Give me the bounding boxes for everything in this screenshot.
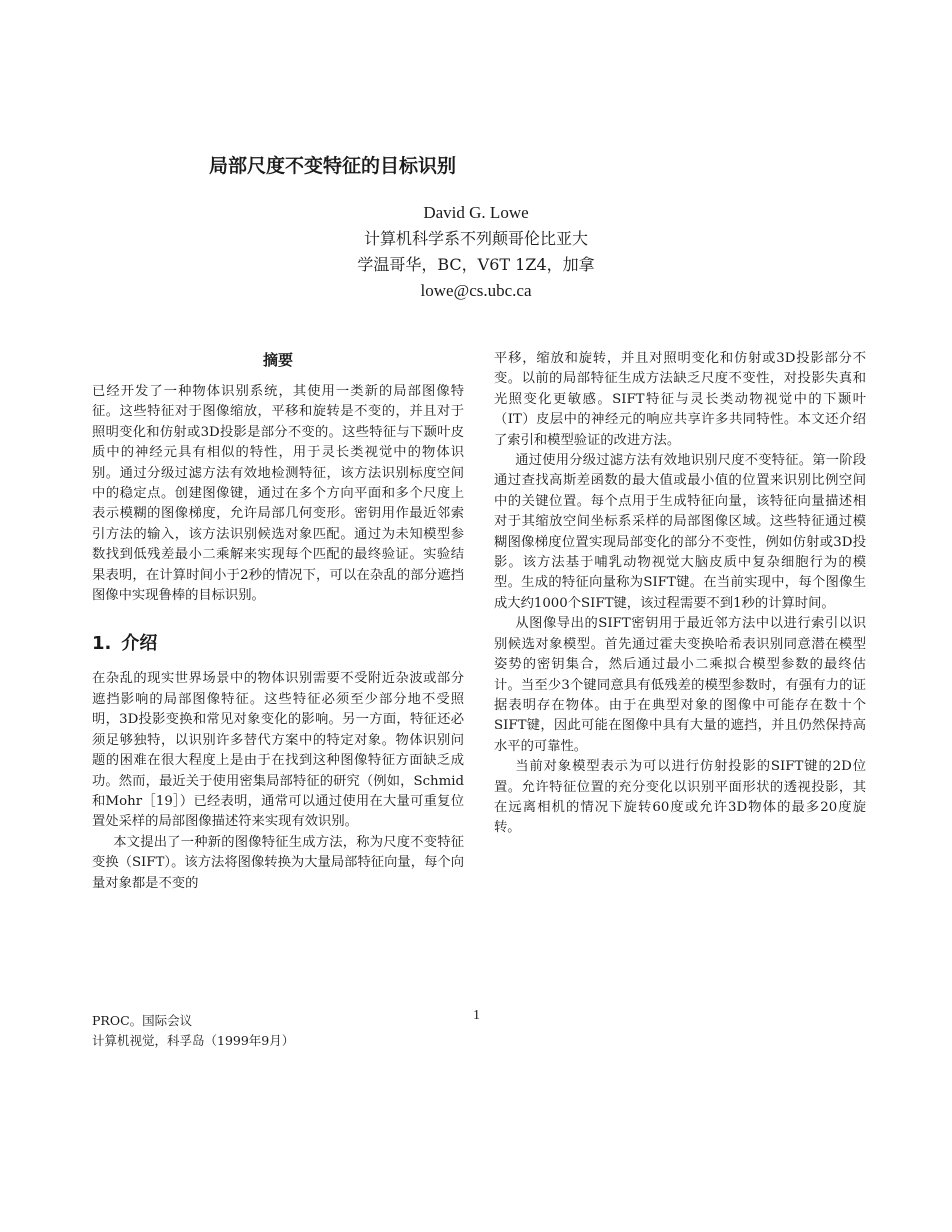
abstract-text: 已经开发了一种物体识别系统，其使用一类新的局部图像特征。这些特征对于图像缩放，平移和旋转是不变的，并且对于照明变化和仿射或3D投影是部分不变的。这些特征与下颞叶皮质中的神经元具有相似的特性，用于灵长类视觉中的物体识别。通过分级过滤方法有效地检测特征，该方法识别标度空间中的稳定点。创建图像键，通过在多个方向平面和多个尺度上表示模糊的图像梯度，允许局部几何变形。密钥用作最近邻索引方法的输入，该方法识别候选对象匹配。通过为未知模型参数找到低残差最小二乘解来实现每个匹配的最终验证。实验结果表明，在计算时间小于2秒的情况下，可以在杂乱的部分遮挡图像中实现鲁棒的目标识别。 [92, 384, 464, 604]
abstract-heading: 摘要 [262, 351, 293, 369]
intro-paragraph-1: 在杂乱的现实世界场景中的物体识别需要不受附近杂波或部分遮挡影响的局部图像特征。这些特征必须至少部分地不受照明，3D投影变换和常见对象变化的影响。另一方面，特征还必须足够独特，以识别许多替代方案中的特定对象。物体识别问题的困难在很大程度上是由于在找到这种图像特征方面缺乏成功。然而，最近关于使用密集局部特征的研究（例如，Schmid和Mohr［19］）已经表明，通常可以通过使用在大量可重复位置处采样的局部图像描述符来实现有效识别。 [92, 671, 464, 830]
author-block [0, 200, 952, 304]
footer-line-2: 计算机视觉，科孚岛（1999年9月） [92, 1033, 295, 1048]
right-paragraph-1: 平移，缩放和旋转，并且对照明变化和仿射或3D投影部分不变。以前的局部特征生成方法缺乏尺度不变性，对投影失真和光照变化更敏感。SIFT特征与灵长类动物视觉中的下颞叶（IT）皮层中的神经元的响应共享许多共同特性。本文还介绍了索引和模型验证的改进方法。 [494, 351, 866, 448]
page-number: 1 [473, 1008, 480, 1023]
left-column [92, 350, 464, 894]
intro-section-title: 介绍 [121, 633, 158, 655]
intro-paragraph-2: 本文提出了一种新的图像特征生成方法，称为尺度不变特征变换（SIFT）。该方法将图像转换为大量局部特征向量，每个向量对象都是不变的 [92, 834, 464, 891]
footer-line-1: PROC。国际会议 [92, 1013, 193, 1028]
affiliation-line-1: 计算机科学系不列颠哥伦比亚大 [363, 229, 588, 248]
footer-citation [92, 1011, 294, 1051]
intro-heading [92, 632, 464, 656]
right-paragraph-3: 从图像导出的SIFT密钥用于最近邻方法中以进行索引以识别候选对象模型。首先通过霍夫变换哈希表识别同意潜在模型姿势的密钥集合，然后通过最小二乘拟合模型参数的最终估计。当至少3个键同意具有低残差的模型参数时，有强有力的证据表明存在物体。由于在典型对象的图像中可能存在数十个SIFT键，因此可能在图像中具有大量的遮挡，并且仍然保持高水平的可靠性。 [494, 616, 866, 754]
intro-section-number: 1. [92, 633, 112, 655]
page-title: 局部尺度不变特征的目标识别 [209, 155, 457, 177]
right-paragraph-4: 当前对象模型表示为可以进行仿射投影的SIFT键的2D位置。允许特征位置的充分变化以识别平面形状的透视投影，其在远离相机的情况下旋转60度或允许3D物体的最多20度旋转。 [494, 759, 866, 836]
author-email: lowe@cs.ubc.ca [420, 281, 532, 300]
affiliation-line-2: 学温哥华，BC，V6T 1Z4，加拿 [357, 255, 595, 274]
right-column [494, 349, 866, 839]
author-name: David G. Lowe [423, 203, 529, 222]
right-paragraph-2: 通过使用分级过滤方法有效地识别尺度不变特征。第一阶段通过查找高斯差函数的最大值或最小值的位置来识别比例空间中的关键位置。每个点用于生成特征向量，该特征向量描述相对于其缩放空间坐标系采样的局部图像区域。这些特征通过模糊图像梯度位置实现局部变化的部分不变性，例如仿射或3D投影。该方法基于哺乳动物视觉大脑皮质中复杂细胞行为的模型。生成的特征向量称为SIFT键。在当前实现中，每个图像生成大约1000个SIFT键，该过程需要不到1秒的计算时间。 [494, 453, 866, 611]
